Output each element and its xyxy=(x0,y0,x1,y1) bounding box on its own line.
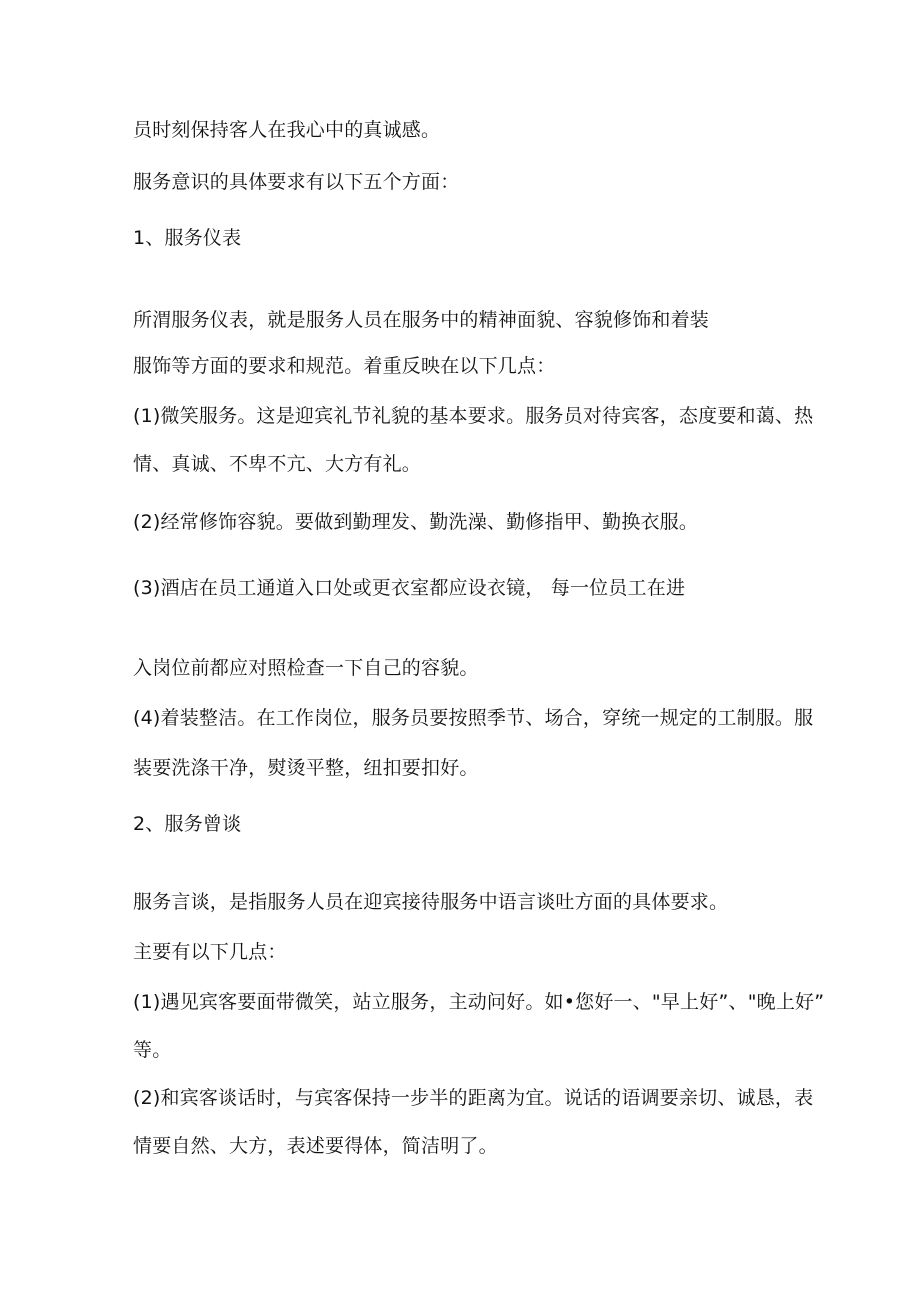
list-item-2: (2)经常修饰容貌。要做到勤理发、勤洗澡、勤修指甲、勤换衣服。 xyxy=(133,511,699,533)
speech-item-2-line-2: 情要自然、大方，表述要得体，简洁明了。 xyxy=(133,1135,498,1157)
list-item-1-line-2: 情、真诚、不卑不亢、大方有礼。 xyxy=(133,453,422,475)
speech-item-2-line-1: (2)和宾客谈话时，与宾客保持一步半的距离为宜。说话的语调要亲切、诚恳，表 xyxy=(133,1087,814,1109)
text-line-intro: 服务意识的具体要求有以下五个方面： xyxy=(133,171,460,193)
list-item-3-line-1: (3)酒店在员工通道入口处或更衣室都应设衣镜， 每一位员工在进 xyxy=(133,577,686,599)
text-line-speech-definition: 服务言谈，是指服务人员在迎宾接待服务中语言谈吐方面的具体要求。 xyxy=(133,891,729,913)
text-line-definition-cont: 服饰等方面的要求和规范。着重反映在以下几点： xyxy=(133,355,556,377)
list-item-4-line-2: 装要洗涤干净，熨烫平整，纽扣要扣好。 xyxy=(133,757,479,779)
section-heading-appearance: 1、服务仪表 xyxy=(133,227,242,249)
section-heading-speech: 2、服务曾谈 xyxy=(133,813,242,835)
speech-item-1-line-2: 等。 xyxy=(133,1039,172,1061)
list-item-4-line-1: (4)着装整洁。在工作岗位，服务员要按照季节、场合，穿统一规定的工制服。服 xyxy=(133,707,814,729)
text-line-continuation: 员时刻保持客人在我心中的真诚感。 xyxy=(133,119,441,141)
list-item-3-line-2: 入岗位前都应对照检查一下自己的容貌。 xyxy=(133,657,479,679)
text-line-definition: 所渭服务仪表，就是服务人员在服务中的精神面貌、容貌修饰和着装 xyxy=(133,309,710,331)
text-line-main-points: 主要有以下几点： xyxy=(133,941,287,963)
speech-item-1-line-1: (1)遇见宾客要面带微笑，站立服务，主动问好。如•您好一、"早上好”、"晚上好” xyxy=(133,991,825,1013)
list-item-1-line-1: (1)微笑服务。这是迎宾礼节礼貌的基本要求。服务员对待宾客，态度要和蔼、热 xyxy=(133,405,814,427)
